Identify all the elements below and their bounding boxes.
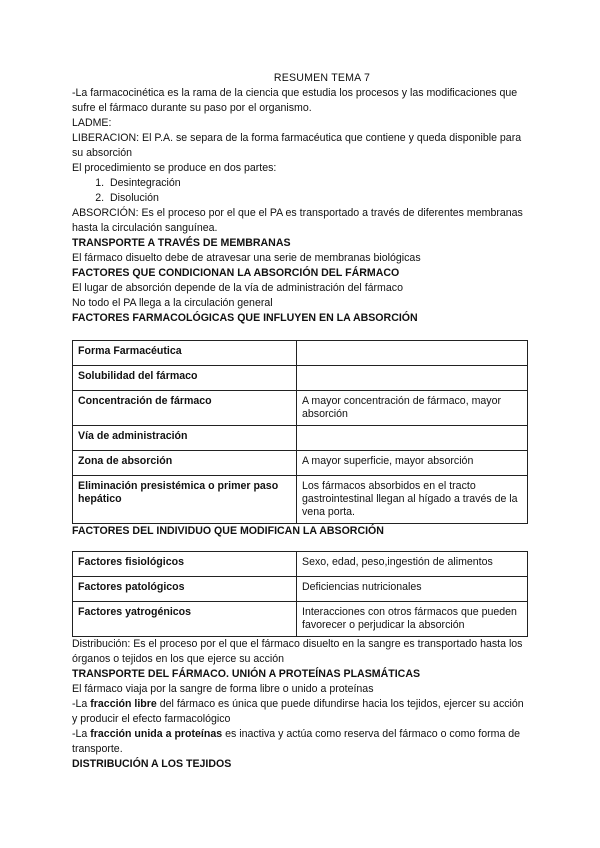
list-item: 1. Desintegración — [107, 176, 528, 191]
table-cell-value: Interacciones con otros fármacos que pueden favorecer o perjudicar la absorción — [297, 602, 528, 637]
table-cell-label: Factores patológicos — [73, 577, 297, 602]
table-row — [73, 426, 528, 451]
fraccion-unida-prefix: -La — [72, 728, 91, 740]
document-title: RESUMEN TEMA 7 — [273, 72, 371, 84]
table-row — [73, 552, 528, 577]
individual-factors-table — [72, 551, 528, 637]
table-cell-label: Solubilidad del fármaco — [73, 366, 297, 391]
heading-factores: FACTORES QUE CONDICIONAN LA ABSORCIÓN DEL FÁRMACO — [72, 267, 400, 279]
heading-transporte-farmaco: TRANSPORTE DEL FÁRMACO. UNIÓN A PROTEÍNAS PLASMÁTICAS — [72, 668, 421, 680]
table-cell-value: Sexo, edad, peso,ingestión de alimentos — [297, 552, 528, 577]
fraccion-libre-term: fracción libre — [90, 698, 157, 710]
document-body — [72, 71, 528, 772]
liberacion-paragraph: LIBERACION: El P.A. se separa de la forma farmacéutica que contiene y queda disponible para su absorción — [72, 132, 522, 159]
transporte-paragraph: El fármaco disuelto debe de atravesar una serie de membranas biológicas — [72, 252, 421, 264]
distribucion-paragraph: Distribución: Es el proceso por el que el fármaco disuelto en la sangre es transportado hasta los órganos o tejidos en los que ejerce su acción — [72, 638, 523, 665]
ladme-label: LADME: — [72, 117, 112, 129]
heading-transporte: TRANSPORTE A TRAVÉS DE MEMBRANAS — [72, 237, 291, 249]
table-row — [73, 577, 528, 602]
table-cell-label: Vía de administración — [73, 426, 297, 451]
table-cell-label: Eliminación presistémica o primer paso hepático — [73, 476, 297, 524]
table-row — [73, 366, 528, 391]
pharmacological-factors-table — [72, 340, 528, 524]
table-row — [73, 476, 528, 524]
intro-paragraph: -La farmacocinética es la rama de la ciencia que estudia los procesos y las modificaciones que sufre el fármaco durante su paso por el organismo. — [72, 87, 518, 114]
fraccion-libre-paragraph — [72, 697, 528, 727]
steps-list — [72, 176, 528, 206]
table-row — [73, 602, 528, 637]
factores-paragraph-2: No todo el PA llega a la circulación general — [72, 297, 273, 309]
heading-farmacologicas: FACTORES FARMACOLÓGICAS QUE INFLUYEN EN LA ABSORCIÓN — [72, 312, 418, 324]
heading-distribucion-tejidos: DISTRIBUCIÓN A LOS TEJIDOS — [72, 758, 232, 770]
fraccion-unida-term: fracción unida a proteínas — [90, 728, 223, 740]
table-cell-label: Factores yatrogénicos — [73, 602, 297, 637]
factores-paragraph-1: El lugar de absorción depende de la vía de administración del fármaco — [72, 282, 403, 294]
table-row — [73, 391, 528, 426]
table-cell-value — [297, 426, 528, 451]
fraccion-unida-text: es inactiva y actúa como reserva del fármaco o como forma de transporte. — [72, 728, 521, 755]
table-cell-value: Deficiencias nutricionales — [297, 577, 528, 602]
fraccion-libre-text: del fármaco es única que puede difundirse hacia los tejidos, ejercer su acción y producir el efecto farmacológico — [72, 698, 524, 725]
table-row — [73, 451, 528, 476]
table-cell-value: A mayor concentración de fármaco, mayor absorción — [297, 391, 528, 426]
table-cell-label: Forma Farmacéutica — [73, 341, 297, 366]
absorcion-paragraph: ABSORCIÓN: Es el proceso por el que el PA es transportado a través de diferentes membranas hasta la circulación sanguínea. — [72, 207, 523, 234]
procedimiento-paragraph: El procedimiento se produce en dos partes: — [72, 162, 277, 174]
fraccion-unida-paragraph — [72, 727, 528, 757]
table-cell-label: Concentración de fármaco — [73, 391, 297, 426]
table-cell-value — [297, 366, 528, 391]
fraccion-libre-prefix: -La — [72, 698, 91, 710]
table-cell-value: A mayor superficie, mayor absorción — [297, 451, 528, 476]
heading-individuo: FACTORES DEL INDIVIDUO QUE MODIFICAN LA ABSORCIÓN — [72, 525, 384, 537]
list-item: 2. Disolución — [107, 191, 528, 206]
table-cell-label: Zona de absorción — [73, 451, 297, 476]
table-cell-value: Los fármacos absorbidos en el tracto gastrointestinal llegan al hígado a través de la vena porta. — [297, 476, 528, 524]
table-cell-value — [297, 341, 528, 366]
table-row — [73, 341, 528, 366]
table-cell-label: Factores fisiológicos — [73, 552, 297, 577]
viaja-paragraph: El fármaco viaja por la sangre de forma libre o unido a proteínas — [72, 683, 374, 695]
